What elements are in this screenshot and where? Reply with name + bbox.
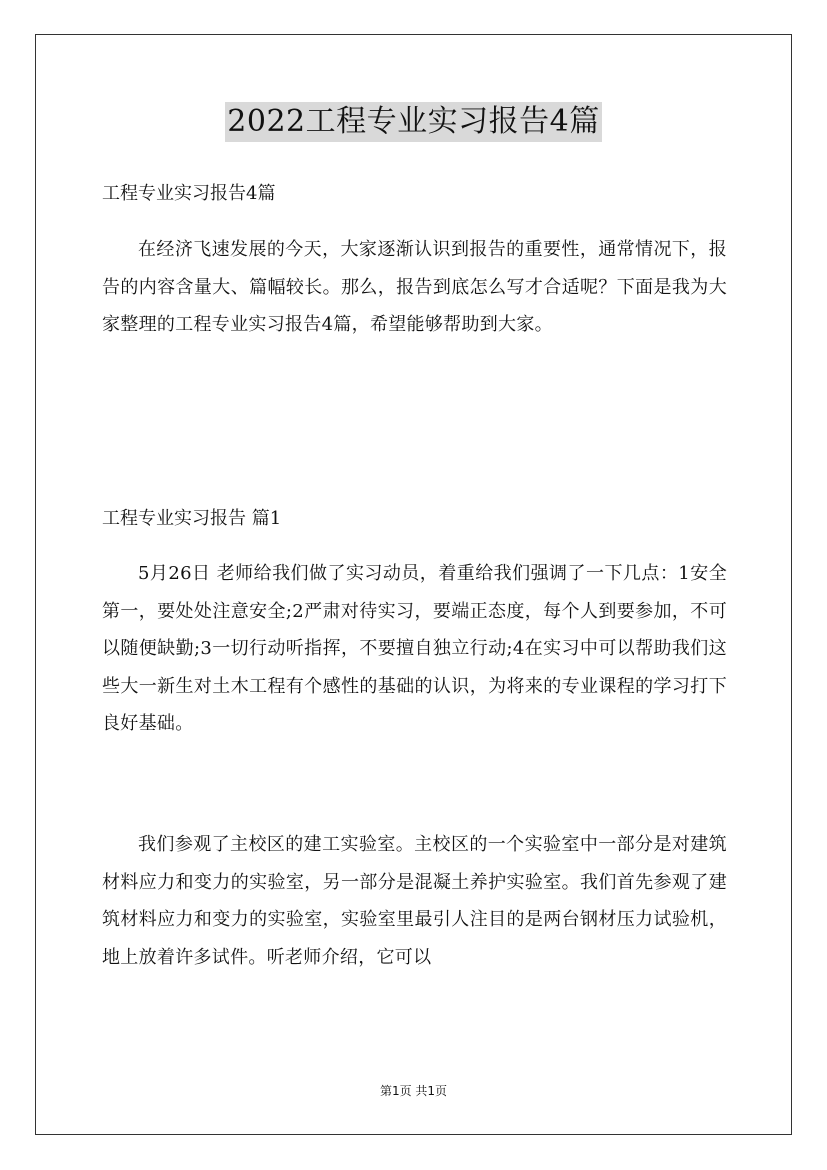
document-title: [0, 101, 827, 142]
section-heading: 工程专业实习报告 篇1: [102, 508, 282, 529]
intro-paragraph: 在经济飞速发展的今天，大家逐渐认识到报告的重要性，通常情况下，报告的内容含量大、篇幅较长。那么，报告到底怎么写才合适呢？下面是我为大家整理的工程专业实习报告4篇，希望能够帮助到大家。: [102, 239, 727, 335]
document-title-text: 2022工程专业实习报告4篇: [225, 102, 601, 142]
body-paragraph: 我们参观了主校区的建工实验室。主校区的一个实验室中一部分是对建筑材料应力和变力的实验室，另一部分是混凝土养护实验室。我们首先参观了建筑材料应力和变力的实验室，实验室里最引人注目的是两台钢材压力试验机，地上放着许多试件。听老师介绍，它可以: [102, 834, 727, 968]
document-subtitle: 工程专业实习报告4篇: [102, 183, 276, 204]
body-paragraph: 5月26日 老师给我们做了实习动员，着重给我们强调了一下几点：1安全第一，要处处注意安全;2严肃对待实习，要端正态度，每个人到要参加，不可以随便缺勤;3一切行动听指挥，不要擅自独立行动;4在实习中可以帮助我们这些大一新生对土木工程有个感性的基础的认识，为将来的专业课程的学习打下良好基础。: [102, 563, 727, 734]
page-footer: 第1页 共1页: [379, 1084, 448, 1098]
